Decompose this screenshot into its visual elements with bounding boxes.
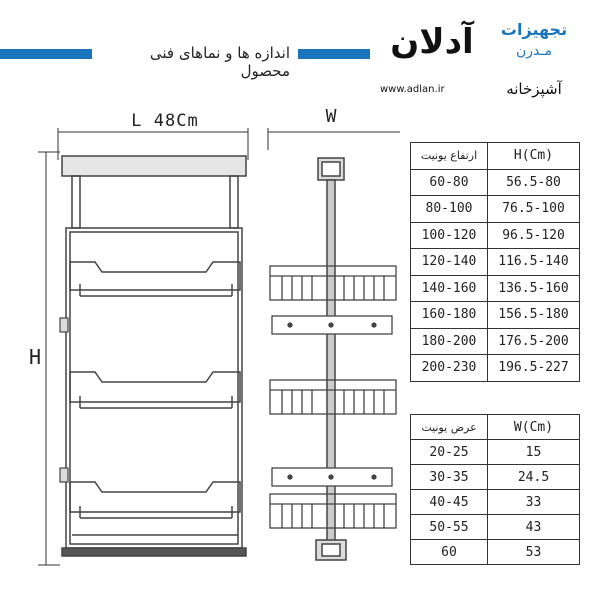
unit-width-cell: 50-55 — [411, 515, 488, 540]
table-row — [411, 540, 580, 565]
brand-website: www.adlan.ir — [380, 84, 445, 95]
w-cell: 24.5 — [488, 465, 580, 490]
table-row — [411, 440, 580, 465]
unit-height-cell: 140-160 — [411, 275, 488, 302]
table-row — [411, 302, 580, 329]
width-header-w: W(Cm) — [488, 415, 580, 440]
h-cell: 136.5-160 — [488, 275, 580, 302]
unit-height-cell: 160-180 — [411, 302, 488, 329]
brand-line-1: تجهیزات — [500, 20, 568, 39]
w-cell: 43 — [488, 515, 580, 540]
w-cell: 33 — [488, 490, 580, 515]
table-row — [411, 196, 580, 223]
h-cell: 196.5-227 — [488, 355, 580, 382]
unit-height-cell: 180-200 — [411, 328, 488, 355]
h-cell: 156.5-180 — [488, 302, 580, 329]
height-table-header — [411, 143, 580, 170]
table-row — [411, 249, 580, 276]
table-row — [411, 515, 580, 540]
brand-line-2: مـدرن — [516, 43, 552, 59]
unit-height-cell: 120-140 — [411, 249, 488, 276]
unit-width-cell: 60 — [411, 540, 488, 565]
front-dimension-line — [58, 128, 248, 160]
table-row — [411, 355, 580, 382]
table-row — [411, 465, 580, 490]
unit-height-cell: 80-100 — [411, 196, 488, 223]
front-width-label: L 48Cm — [131, 111, 199, 131]
w-cell: 15 — [488, 440, 580, 465]
h-cell: 116.5-140 — [488, 249, 580, 276]
h-cell: 56.5-80 — [488, 169, 580, 196]
front-basket-3 — [70, 482, 240, 518]
unit-height-cell: 100-120 — [411, 222, 488, 249]
unit-height-cell: 200-230 — [411, 355, 488, 382]
front-basket-1 — [70, 262, 240, 296]
width-header-unit: عرض یونیت — [411, 415, 488, 440]
table-row — [411, 169, 580, 196]
w-cell: 53 — [488, 540, 580, 565]
h-cell: 76.5-100 — [488, 196, 580, 223]
unit-height-cell: 60-80 — [411, 169, 488, 196]
height-label: H — [28, 345, 42, 369]
table-row — [411, 328, 580, 355]
table-row — [411, 222, 580, 249]
height-spec-table — [410, 142, 580, 382]
height-dimension-line — [38, 152, 60, 565]
unit-width-cell: 20-25 — [411, 440, 488, 465]
brand-logo: آدلان — [390, 22, 474, 62]
front-view — [62, 156, 246, 556]
width-table-header — [411, 415, 580, 440]
height-header-h: H(Cm) — [488, 143, 580, 170]
side-mount-plate-2 — [272, 468, 392, 486]
side-dimension-line — [268, 128, 400, 150]
table-row — [411, 275, 580, 302]
unit-width-cell: 30-35 — [411, 465, 488, 490]
brand-line-3: آشپزخانه — [506, 80, 562, 98]
page-title: اندازه ها و نماهای فنی محصول — [149, 44, 290, 80]
h-cell: 96.5-120 — [488, 222, 580, 249]
width-spec-table — [410, 414, 580, 565]
unit-width-cell: 40-45 — [411, 490, 488, 515]
height-header-unit: ارتفاع یونیت — [411, 143, 488, 170]
side-view — [316, 158, 346, 560]
side-width-label: W — [325, 106, 337, 127]
h-cell: 176.5-200 — [488, 328, 580, 355]
front-basket-2 — [70, 372, 240, 408]
table-row — [411, 490, 580, 515]
side-mount-plate-1 — [272, 316, 392, 334]
front-hinges — [60, 318, 68, 482]
